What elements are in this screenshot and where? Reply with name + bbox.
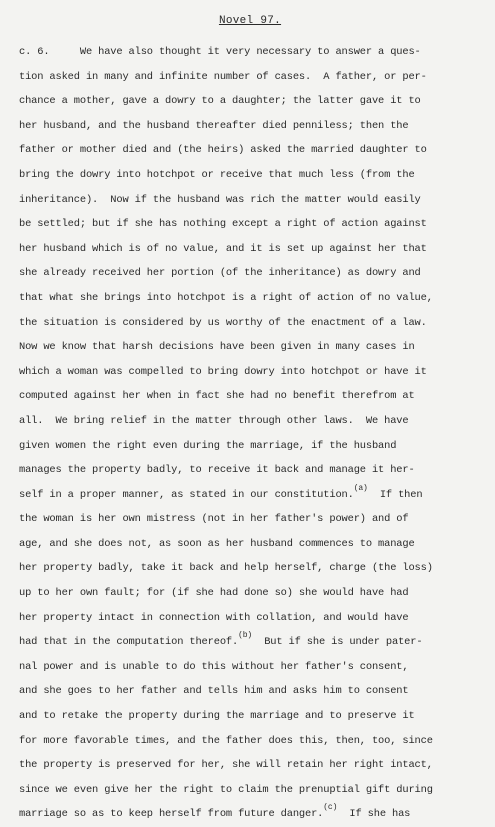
line-text: her husband which is of no value, and it is set up against her that bbox=[19, 242, 427, 255]
line-text: she already received her portion (of the inheritance) as dowry and bbox=[19, 267, 421, 280]
footnote-marker: (b) bbox=[238, 631, 253, 641]
text-line bbox=[19, 360, 481, 385]
text-line bbox=[19, 384, 481, 409]
text-line bbox=[19, 188, 481, 213]
line-text: self in a proper manner, as stated in our constitution. bbox=[19, 488, 354, 501]
text-line bbox=[19, 729, 481, 754]
line-text: chance a mother, gave a dowry to a daughter; the latter gave it to bbox=[19, 95, 421, 108]
line-text: marriage so as to keep herself from future danger. bbox=[19, 808, 324, 821]
line-text: c. 6. We have also thought it very necessary to answer a ques- bbox=[19, 46, 421, 58]
text-line bbox=[19, 532, 481, 557]
text-line bbox=[19, 138, 481, 163]
text-line bbox=[19, 606, 481, 631]
line-text: all. We bring relief in the matter through other laws. We have bbox=[19, 414, 409, 427]
line-text: Now we know that harsh decisions have been given in many cases in bbox=[19, 341, 415, 354]
line-text: which a woman was compelled to bring dowry into hotchpot or have it bbox=[19, 365, 427, 378]
line-text: the situation is considered by us worthy of the enactment of a law. bbox=[19, 316, 427, 329]
text-line bbox=[19, 778, 481, 803]
text-line bbox=[19, 802, 481, 827]
text-line bbox=[19, 163, 481, 188]
text-line bbox=[19, 483, 481, 508]
line-text: age, and she does not, as soon as her husband commences to manage bbox=[19, 537, 415, 550]
line-text: inheritance). Now if the husband was rich the matter would easily bbox=[19, 193, 421, 206]
line-text: be settled; but if she has nothing except a right of action against bbox=[19, 218, 427, 231]
text-line bbox=[19, 704, 481, 729]
footnote-marker: (a) bbox=[353, 483, 368, 493]
footnote-marker: (c) bbox=[323, 803, 338, 813]
text-line bbox=[19, 655, 481, 680]
line-text: her property intact in connection with collation, and would have bbox=[19, 611, 409, 624]
text-line bbox=[19, 40, 481, 65]
text-line bbox=[19, 237, 481, 262]
page-title: Novel 97. bbox=[218, 15, 282, 27]
line-text: up to her own fault; for (if she had done so) she would have had bbox=[19, 587, 409, 600]
line-text-continued: If she has bbox=[337, 808, 411, 821]
text-line bbox=[19, 581, 481, 606]
line-text: given women the right even during the marriage, if the husband bbox=[19, 439, 397, 452]
line-text: the property is preserved for her, she will retain her right intact, bbox=[19, 759, 433, 772]
line-text-continued: But if she is under pater- bbox=[252, 636, 423, 649]
text-line bbox=[19, 507, 481, 532]
line-text: her husband, and the husband thereafter died penniless; then the bbox=[19, 119, 409, 132]
text-line bbox=[19, 114, 481, 139]
text-line bbox=[19, 556, 481, 581]
text-line bbox=[19, 630, 481, 655]
line-text: and she goes to her father and tells him and asks him to consent bbox=[19, 685, 409, 698]
text-line bbox=[19, 335, 481, 360]
line-text: tion asked in many and infinite number of cases. A father, or per- bbox=[19, 70, 427, 83]
line-text: her property badly, take it back and help herself, charge (the loss) bbox=[19, 562, 433, 575]
text-line bbox=[19, 261, 481, 286]
text-line bbox=[19, 679, 481, 704]
text-line bbox=[19, 89, 481, 114]
line-text: had that in the computation thereof. bbox=[19, 636, 239, 649]
line-text: and to retake the property during the marriage and to preserve it bbox=[19, 710, 415, 723]
body-text bbox=[19, 40, 481, 827]
line-text: bring the dowry into hotchpot or receive that much less (from the bbox=[19, 168, 415, 181]
line-text: father or mother died and (the heirs) asked the married daughter to bbox=[19, 144, 427, 157]
line-text: that what she brings into hotchpot is a right of action of no value, bbox=[19, 291, 433, 304]
text-line bbox=[19, 311, 481, 336]
text-line bbox=[19, 458, 481, 483]
text-line bbox=[19, 286, 481, 311]
line-text: the woman is her own mistress (not in her father's power) and of bbox=[19, 513, 409, 526]
line-text: nal power and is unable to do this without her father's consent, bbox=[19, 660, 409, 673]
text-line bbox=[19, 434, 481, 459]
line-text: manages the property badly, to receive it back and manage it her- bbox=[19, 464, 415, 477]
line-text: since we even give her the right to claim the prenuptial gift during bbox=[19, 783, 433, 796]
text-line bbox=[19, 212, 481, 237]
line-text-continued: If then bbox=[367, 488, 423, 501]
line-text: computed against her when in fact she had no benefit therefrom at bbox=[19, 390, 415, 403]
text-line bbox=[19, 65, 481, 90]
text-line bbox=[19, 409, 481, 434]
line-text: for more favorable times, and the father does this, then, too, since bbox=[19, 734, 433, 747]
